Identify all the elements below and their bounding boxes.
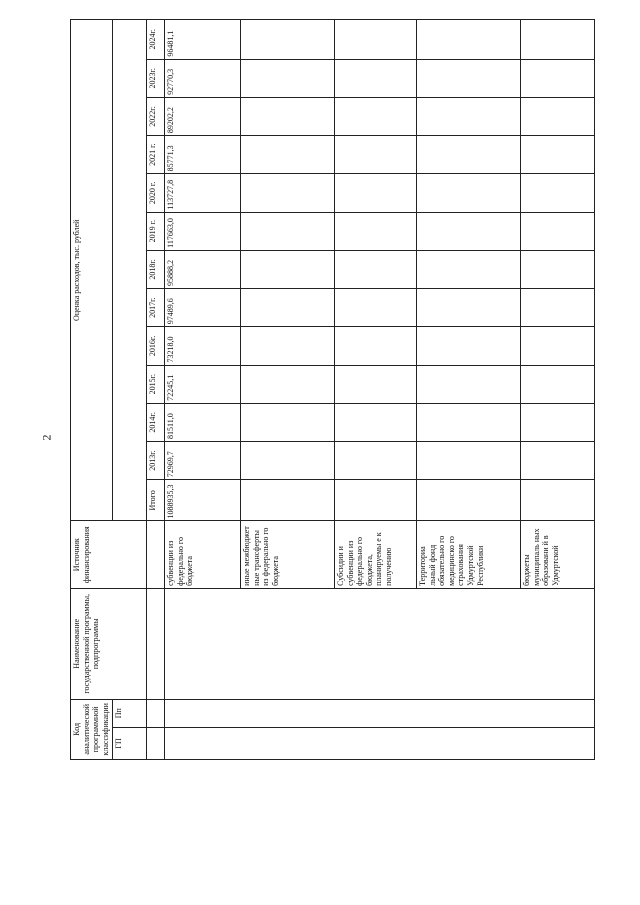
value-cell: [241, 403, 335, 441]
value-cell: 72969,7: [165, 441, 241, 479]
value-cell: [417, 59, 521, 97]
year-header: 2020 г.: [147, 174, 165, 212]
value-cell: [335, 250, 417, 288]
value-cell: [521, 289, 595, 327]
value-cell: [335, 480, 417, 521]
table-row: [165, 20, 241, 760]
value-cell: [417, 212, 521, 250]
source-blank: [147, 521, 165, 588]
value-cell: 97489,6: [165, 289, 241, 327]
program-name-cell: [165, 588, 595, 699]
budget-table-wrap: [70, 19, 574, 760]
value-cell: [521, 20, 595, 60]
value-cell: [335, 289, 417, 327]
value-cell: [241, 441, 335, 479]
value-cell: [335, 174, 417, 212]
estimate-header: Оценка расходов, тыс. рублей: [71, 20, 113, 521]
gp-header: ГП: [113, 727, 147, 759]
budget-table-frame: [70, 19, 574, 760]
value-cell: 113727,8: [165, 174, 241, 212]
value-cell: [241, 59, 335, 97]
year-header: 2023г.: [147, 59, 165, 97]
value-cell: [521, 403, 595, 441]
value-cell: [335, 212, 417, 250]
value-cell: [335, 20, 417, 60]
name-blank: [147, 588, 165, 699]
program-name-header: Наименование государственной программы, подпрограммы: [71, 588, 147, 699]
pp-blank: [147, 699, 165, 727]
value-cell: 89202,2: [165, 97, 241, 135]
value-cell: [521, 59, 595, 97]
funding-source-cell: иные межбюджет ные трансферты из федерально го бюджета: [241, 521, 335, 588]
year-header: 2021 г.: [147, 136, 165, 174]
pp-cell: [165, 699, 595, 727]
value-cell: [417, 327, 521, 365]
value-cell: 92770,3: [165, 59, 241, 97]
value-cell: [335, 97, 417, 135]
value-cell: [521, 327, 595, 365]
value-cell: [417, 403, 521, 441]
value-cell: [417, 289, 521, 327]
year-header: 2017г.: [147, 289, 165, 327]
year-header: 2018г.: [147, 250, 165, 288]
value-cell: [335, 403, 417, 441]
year-header: Итого: [147, 480, 165, 521]
value-cell: [241, 480, 335, 521]
value-cell: 117663,0: [165, 212, 241, 250]
value-cell: [417, 136, 521, 174]
value-cell: [417, 480, 521, 521]
value-cell: [417, 250, 521, 288]
value-cell: [417, 441, 521, 479]
year-header: 2013г.: [147, 441, 165, 479]
value-cell: [521, 97, 595, 135]
year-header: 2024г.: [147, 20, 165, 60]
code-classification-header: Код аналитической программной классификации: [71, 699, 113, 759]
value-cell: [521, 365, 595, 403]
value-cell: 72245,1: [165, 365, 241, 403]
value-cell: [521, 250, 595, 288]
value-cell: [241, 212, 335, 250]
value-cell: [335, 327, 417, 365]
year-header: 2019 г.: [147, 212, 165, 250]
value-cell: [521, 480, 595, 521]
year-header: 2016г.: [147, 327, 165, 365]
gp-blank: [147, 727, 165, 759]
value-cell: [335, 441, 417, 479]
value-cell: 73218,0: [165, 327, 241, 365]
value-cell: [417, 174, 521, 212]
funding-source-cell: Субсидии и субвенции из федерально го бюджета, планируемы е к получению: [335, 521, 417, 588]
funding-source-cell: бюджеты муниципаль ных образовани й в Удмуртской: [521, 521, 595, 588]
value-cell: [241, 97, 335, 135]
value-cell: [521, 174, 595, 212]
value-cell: [241, 365, 335, 403]
value-cell: 81511,0: [165, 403, 241, 441]
value-cell: 85771,3: [165, 136, 241, 174]
budget-table: [70, 19, 595, 760]
value-cell: [241, 20, 335, 60]
gp-cell: [165, 727, 595, 759]
estimate-spacer: [113, 20, 147, 521]
value-cell: [335, 136, 417, 174]
value-cell: [417, 365, 521, 403]
value-cell: [521, 212, 595, 250]
year-header: 2015г.: [147, 365, 165, 403]
value-cell: [335, 59, 417, 97]
value-cell: [521, 136, 595, 174]
value-cell: [241, 327, 335, 365]
value-cell: [241, 250, 335, 288]
year-header: 2014г.: [147, 403, 165, 441]
value-cell: [241, 174, 335, 212]
value-cell: [417, 97, 521, 135]
value-cell: [241, 289, 335, 327]
page-number: 2: [39, 434, 54, 441]
year-header: 2022г.: [147, 97, 165, 135]
funding-source-cell: Территориа льный фонд обязательно го медицинско го страхования Удмуртской Республики: [417, 521, 521, 588]
value-cell: [417, 20, 521, 60]
pp-header: Пп: [113, 699, 147, 727]
funding-source-cell: субвенции из федерально го бюджета: [165, 521, 241, 588]
value-cell: 96481,1: [165, 20, 241, 60]
value-cell: [335, 365, 417, 403]
value-cell: 1088935,3: [165, 480, 241, 521]
value-cell: [241, 136, 335, 174]
funding-source-header: Источник финансирования: [71, 521, 147, 588]
value-cell: [521, 441, 595, 479]
value-cell: 95888,2: [165, 250, 241, 288]
